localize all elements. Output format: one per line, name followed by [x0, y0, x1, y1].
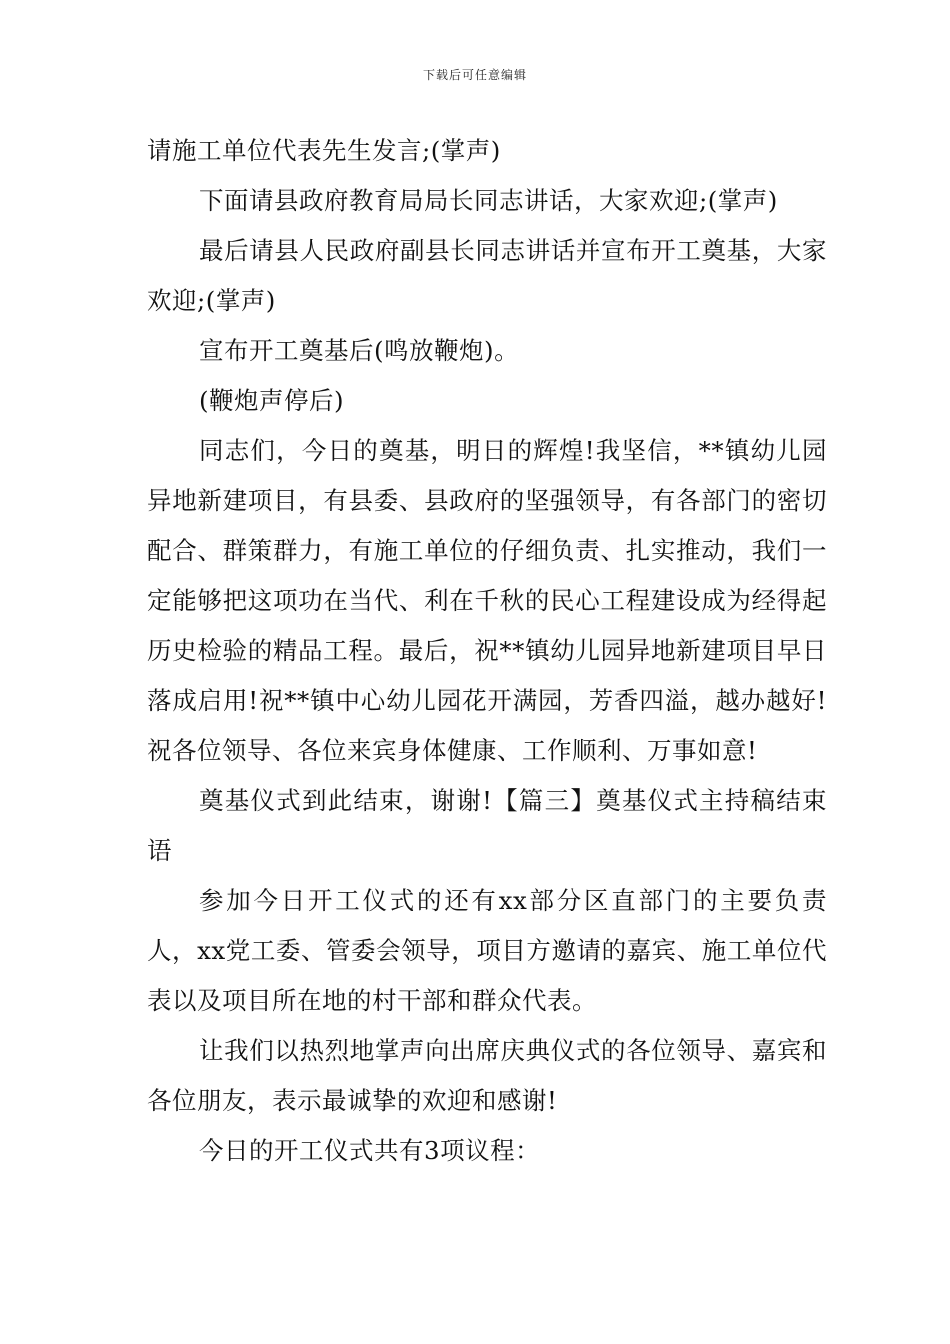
- page-header: 下载后可任意编辑: [422, 68, 527, 82]
- paragraph-2: 下面请县政府教育局局长同志讲话，大家欢迎;(掌声): [199, 186, 778, 215]
- paragraph-1: 请施工单位代表先生发言;(掌声): [147, 136, 501, 165]
- paragraph-3: 最后请县人民政府副县长同志讲话并宣布开工奠基，大家欢迎;(掌声): [147, 236, 827, 315]
- paragraph-4: 宣布开工奠基后(鸣放鞭炮)。: [199, 336, 520, 365]
- paragraph-8: 参加今日开工仪式的还有xx部分区直部门的主要负责人，xx党工委、管委会领导，项目方邀请的嘉宾、施工单位代表以及项目所在地的村干部和群众代表。: [147, 886, 827, 1015]
- paragraph-9: 让我们以热烈地掌声向出席庆典仪式的各位领导、嘉宾和各位朋友，表示最诚挚的欢迎和感谢!: [147, 1036, 827, 1115]
- paragraph-10: 今日的开工仪式共有3项议程：: [199, 1136, 541, 1165]
- document-body: [147, 126, 827, 1176]
- paragraph-5: (鞭炮声停后): [199, 386, 345, 415]
- paragraph-7: 奠基仪式到此结束，谢谢!【篇三】奠基仪式主持稿结束语: [147, 786, 827, 865]
- paragraph-6: 同志们，今日的奠基，明日的辉煌!我坚信，**镇幼儿园异地新建项目，有县委、县政府的坚强领导，有各部门的密切配合、群策群力，有施工单位的仔细负责、扎实推动，我们一定能够把这项功在当代、利在千秋的民心工程建设成为经得起历史检验的精品工程。最后，祝**镇幼儿园异地新建项目早日落成启用!祝**镇中心幼儿园花开满园，芳香四溢，越办越好!祝各位领导、各位来宾身体健康、工作顺利、万事如意!: [147, 436, 827, 765]
